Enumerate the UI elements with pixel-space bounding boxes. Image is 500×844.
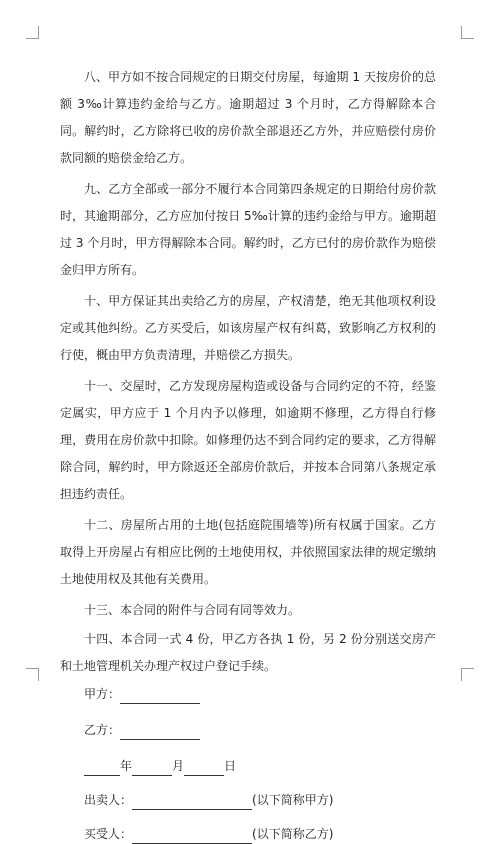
clause-12: 十二、房屋所占用的土地(包括庭院围墙等)所有权属于国家。乙方取得上开房屋占有相应比例的土地使用权，并依照国家法律的规定缴纳土地使用权及其他有关费用。 [60,518,436,586]
buyer-note: (以下简称乙方) [252,827,334,841]
seller-label: 出卖人： [84,793,133,807]
buyer-label: 买受人： [84,827,133,841]
party-a-blank[interactable] [120,689,200,704]
seller-note: (以下简称甲方) [252,793,334,807]
party-a-signature-row [84,684,436,704]
year-blank[interactable] [84,761,120,776]
crop-mark-top-left [26,26,39,39]
document-body [60,64,436,844]
buyer-row [84,824,436,844]
month-label: 月 [172,759,185,773]
clause-10: 十、甲方保证其出卖给乙方的房屋，产权清楚，绝无其他项权利设定或其他纠纷。乙方买受后，如该房屋产权有纠葛，致影响乙方权利的行使，概由甲方负责清理，并赔偿乙方损失。 [60,294,436,362]
seller-row [84,790,436,810]
seller-blank[interactable] [132,795,252,810]
clause-11: 十一、交屋时，乙方发现房屋构造或设备与合同约定的不符，经鉴定属实，甲方应于 1 个月内予以修理，如逾期不修理，乙方得自行修理，费用在房价款中扣除。如修理仍达不到合同约定的要求，乙方得解除合同，解约时，甲方除返还全部房价款后，并按本合同第八条规定承担违约责任。 [60,379,436,501]
crop-mark-bottom-left [26,668,39,681]
buyer-blank[interactable] [132,829,252,844]
clause-13: 十三、本合同的附件与合同有同等效力。 [84,603,301,617]
party-a-label: 甲方： [84,687,121,701]
party-b-label: 乙方： [84,723,121,737]
year-label: 年 [120,759,133,773]
date-row [84,756,436,776]
crop-mark-bottom-right [461,668,474,681]
clause-14: 十四、本合同一式 4 份，甲乙方各执 1 份，另 2 份分别送交房产和土地管理机关办理产权过户登记手续。 [60,632,436,673]
month-blank[interactable] [132,761,172,776]
party-b-blank[interactable] [120,725,200,740]
party-b-signature-row [84,720,436,740]
day-blank[interactable] [184,761,224,776]
crop-mark-top-right [461,26,474,39]
clause-8: 八、甲方如不按合同规定的日期交付房屋，每逾期 1 天按房价的总额 3‰计算违约金给与乙方。逾期超过 3 个月时，乙方得解除本合同。解约时，乙方除将已收的房价款全部退还乙方外，并应赔偿付房价款同额的赔偿金给乙方。 [60,70,436,165]
clause-9: 九、乙方全部或一部分不履行本合同第四条规定的日期给付房价款时，其逾期部分，乙方应加付按日 5‰计算的违约金给与甲方。逾期超过 3 个月时，甲方得解除本合同。解约时，乙方已付的房价款作为赔偿金归甲方所有。 [60,182,436,277]
day-label: 日 [224,759,237,773]
